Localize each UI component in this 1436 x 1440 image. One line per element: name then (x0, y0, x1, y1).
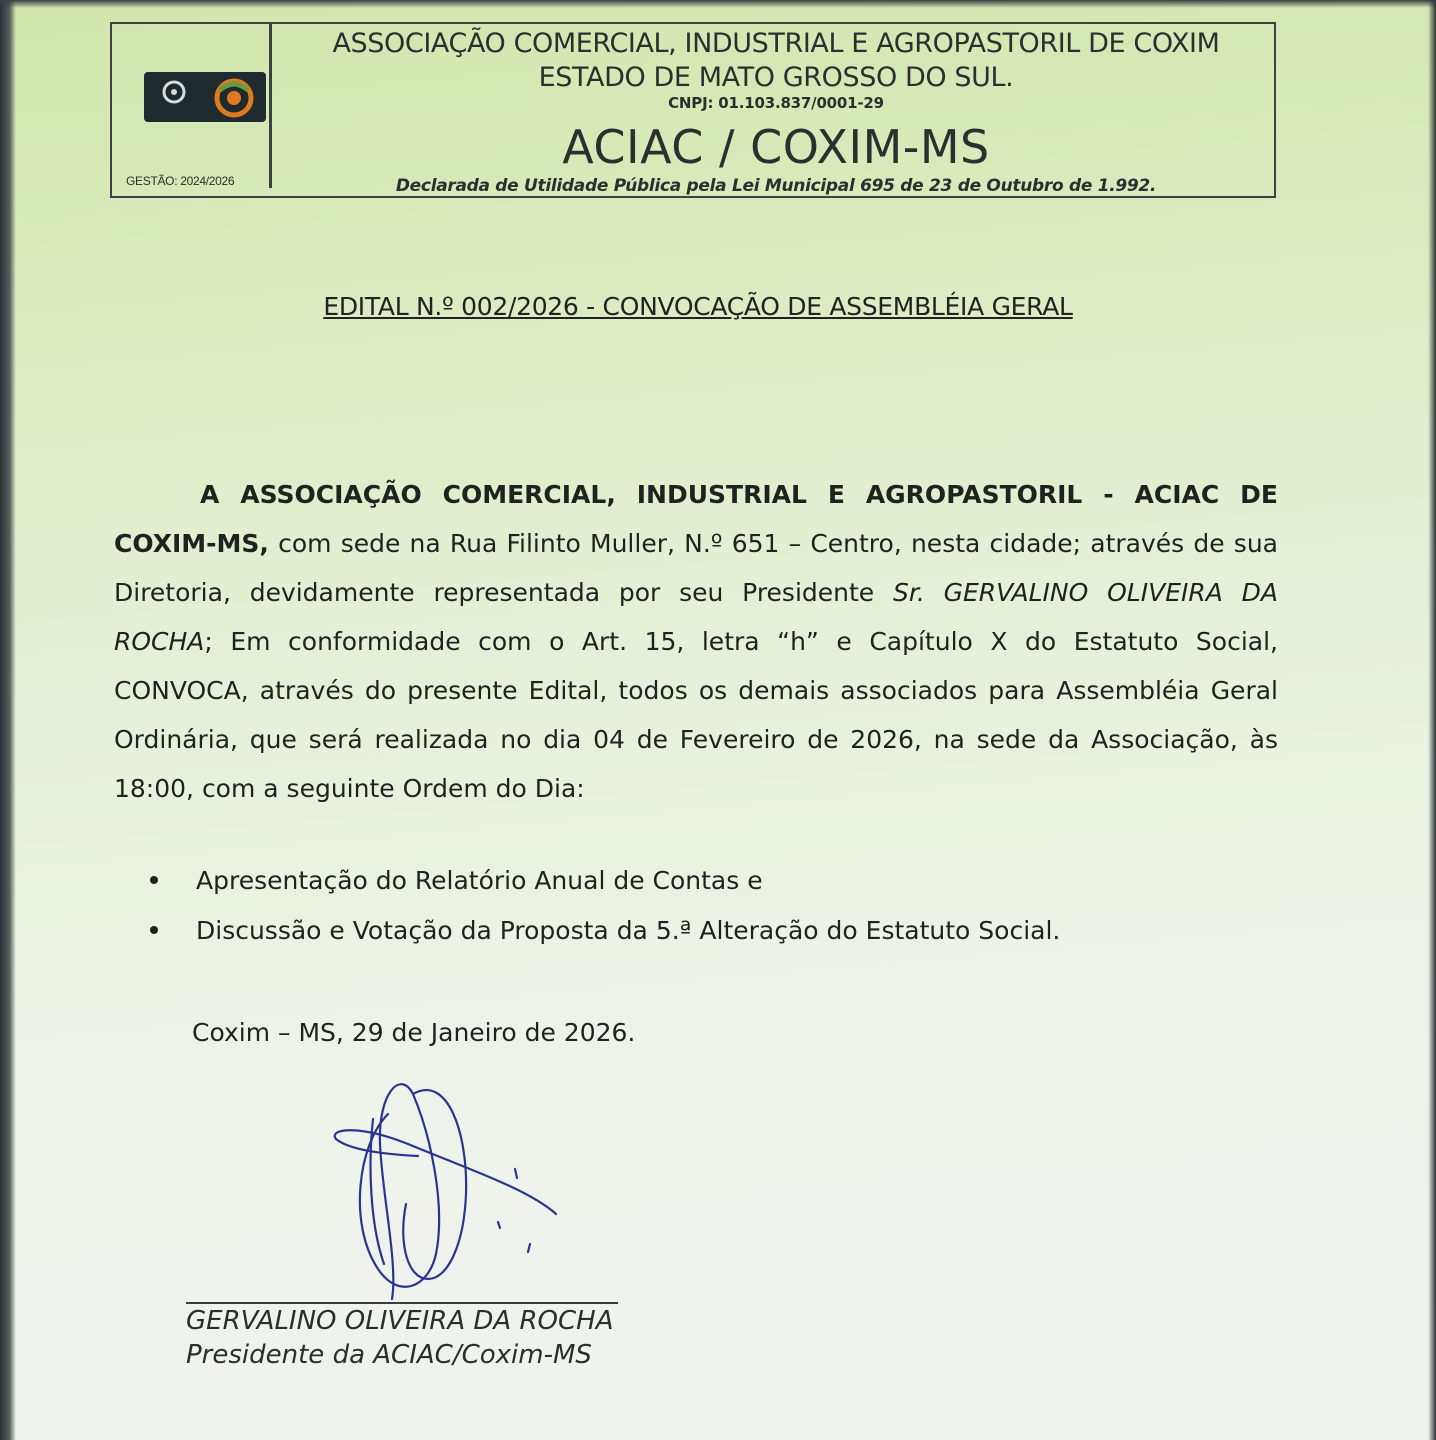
association-lead: A ASSOCIAÇÃO COMERCIAL, INDUSTRIAL E AGROPASTORIL - ACIAC DE COXIM-MS, (114, 480, 1278, 558)
agenda-item-text: Discussão e Votação da Proposta da 5.ª Alteração do Estatuto Social. (196, 916, 1061, 945)
agenda-item-text: Apresentação do Relatório Anual de Contas e (196, 866, 763, 895)
signer-role: Presidente da ACIAC/Coxim-MS (186, 1340, 592, 1370)
signature-line (186, 1302, 618, 1304)
public-utility-declaration: Declarada de Utilidade Pública pela Lei Municipal 695 de 23 de Outubro de 1.992. (395, 176, 1157, 196)
screen-edge-right (1428, 0, 1436, 1440)
screen-edge-left (0, 0, 16, 1440)
agenda-item (150, 906, 1060, 956)
state-name: ESTADO DE MATO GROSSO DO SUL. (538, 62, 1014, 93)
cnpj: CNPJ: 01.103.837/0001-29 (668, 94, 884, 112)
association-name: ASSOCIAÇÃO COMERCIAL, INDUSTRIAL E AGROPASTORIL DE COXIM (332, 28, 1220, 59)
paragraph-part-1: com sede na Rua Filinto Muller, N.º 651 – Centro, nesta cidade; através de sua Diretoria, devidamente representada por seu Presidente (114, 529, 1278, 607)
president-name-inline: Sr. GERVALINO OLIVEIRA DA ROCHA (114, 578, 1278, 656)
letterhead (110, 22, 1276, 198)
convocation-paragraph (114, 470, 1278, 813)
gestao-label: GESTÃO: 2024/2026 (126, 174, 235, 188)
agenda-item (150, 856, 1060, 906)
handwritten-signature (318, 1074, 578, 1306)
paragraph-part-2: ; Em conformidade com o Art. 15, letra “h” e Capítulo X do Estatuto Social, CONVOCA, através do presente Edital, todos os demais associados para Assembléia Geral Ordinária, que será realizada no dia 04 de Fevereiro de 2026, na sede da Associação, às 18:00, com a seguinte Ordem do Dia: (114, 627, 1278, 803)
bullet-icon (150, 926, 158, 934)
edital-title: EDITAL N.º 002/2026 - CONVOCAÇÃO DE ASSEMBLÉIA GERAL (323, 292, 1073, 321)
aciac-logo-icon (144, 72, 266, 122)
signer-name: GERVALINO OLIVEIRA DA ROCHA (186, 1306, 614, 1336)
place-date: Coxim – MS, 29 de Janeiro de 2026. (192, 1018, 636, 1047)
screen-edge-top (0, 0, 1436, 8)
agenda-list (150, 856, 1060, 956)
logo-box (118, 24, 272, 188)
acronym-title: ACIAC / COXIM-MS (562, 120, 990, 174)
bullet-icon (150, 876, 158, 884)
